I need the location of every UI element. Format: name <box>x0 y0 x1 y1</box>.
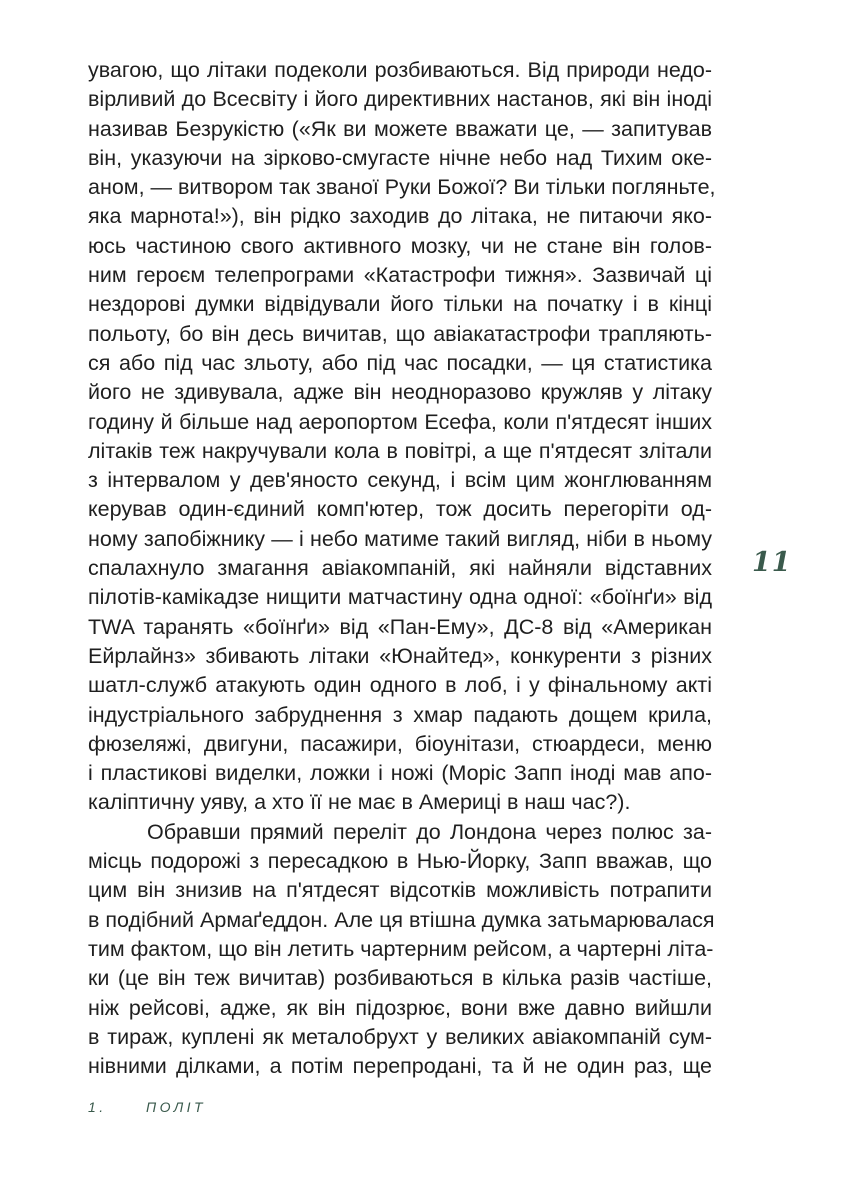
text-line: пілотів-камікадзе нищити матчастину одна одної: «боїнґи» від <box>88 585 712 610</box>
text-line: керував один-єдиний комп'ютер, тож досить перегоріти од- <box>88 497 712 522</box>
text-line: ному запобіжнику — і небо матиме такий вигляд, ніби в ньому <box>88 526 712 551</box>
text-line: цим він знизив на п'ятдесят відсотків можливість потрапити <box>88 878 712 903</box>
text-line: Ейрлайнз» збивають літаки «Юнайтед», конкуренти з різних <box>88 643 712 668</box>
text-line: ся або під час зльоту, або під час посадки, — ця статистика <box>88 350 712 375</box>
text-line: польоту, бо він десь вичитав, що авіакатастрофи трапляють- <box>88 321 712 346</box>
text-line: в тираж, куплені як металобрухт у великих авіакомпаній сум- <box>88 1024 712 1049</box>
text-line: і пластикові виделки, ложки і ножі (Моріс Запп іноді мав апо- <box>88 761 712 786</box>
running-footer <box>88 1099 206 1115</box>
text-line: каліптичну уяву, а хто її не має в Америці в наш час?). <box>88 790 631 815</box>
text-line: місць подорожі з пересадкою в Нью-Йорку, Запп вважав, що <box>88 849 712 874</box>
text-line: спалахнуло змагання авіакомпаній, які найняли відставних <box>88 556 712 581</box>
text-line: аном, — витвором так званої Руки Божої? Ви тільки погляньте, <box>88 175 716 200</box>
page-number: 11 <box>752 547 792 578</box>
text-line: тим фактом, що він летить чартерним рейсом, а чартерні літа- <box>88 936 714 961</box>
text-line: увагою, що літаки подеколи розбиваються. Від природи недо- <box>88 58 712 82</box>
footer-chapter-number: 1. <box>88 1099 107 1115</box>
text-line: ніж рейсові, адже, як він підозрює, вони вже давно вийшли <box>88 995 712 1020</box>
text-line: називав Безрукістю («Як ви можете вважати це, — запитував <box>88 116 712 141</box>
text-line: з інтервалом у дев'яносто секунд, і всім цим жонглюванням <box>88 468 712 493</box>
text-line: Обравши прямий переліт до Лондона через полюс за- <box>147 819 712 844</box>
text-line: його не здивувала, адже він неодноразово кружляв у літаку <box>88 380 712 405</box>
text-line: нездорові думки відвідували його тільки на початку і в кінці <box>88 292 712 317</box>
text-line: ним героєм телепрограми «Катастрофи тижня». Зазвичай ці <box>88 263 712 288</box>
body-text <box>88 56 716 1081</box>
text-line: годину й більше над аеропортом Есефа, коли п'ятдесят інших <box>88 409 712 434</box>
text-line: фюзеляжі, двигуни, пасажири, біоунітази, стюардеси, меню <box>88 731 712 756</box>
text-line: TWA таранять «боїнґи» від «Пан-Ему», ДС-8 від «Американ <box>88 614 712 639</box>
text-line: індустріального забруднення з хмар падають дощем крила, <box>88 702 712 727</box>
text-line: нівними ділками, а потім перепродані, та й не один раз, ще <box>88 1054 712 1079</box>
text-line: літаків теж накручували кола в повітрі, а ще п'ятдесят злітали <box>88 438 712 463</box>
text-line: шатл-служб атакують один одного в лоб, і у фінальному акті <box>88 673 712 698</box>
text-line: він, указуючи на зірково-смугасте нічне небо над Тихим оке- <box>88 145 712 170</box>
text-line: вірливий до Всесвіту і його директивних настанов, які він іноді <box>88 87 712 112</box>
text-line: юсь частиною свого активного мозку, чи не стане він голов- <box>88 233 712 258</box>
text-line: ки (це він теж вичитав) розбиваються в кілька разів частіше, <box>88 966 712 991</box>
footer-chapter-title: ПОЛІТ <box>146 1099 207 1115</box>
text-line: в подібний Армаґеддон. Але ця втішна думка затьмарювалася <box>88 907 715 932</box>
text-line: яка марнота!»), він рідко заходив до літака, не питаючи яко- <box>88 204 712 229</box>
